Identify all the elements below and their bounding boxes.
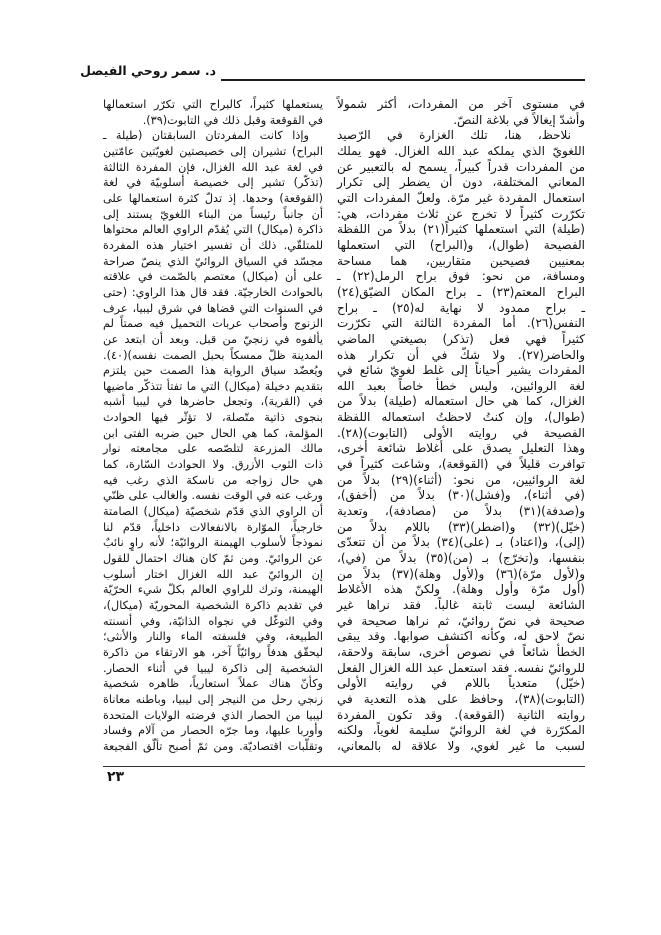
text-line: في (القرية)، وتجعل حاضرها في ليبيا أشبه: [103, 395, 323, 409]
text-line: (خيّل)(٣٢) و(اضطر)(٣٣) باللام بدلاً من: [337, 519, 585, 534]
text-line: (خيّل) متعدياً باللام في روايته الأولى: [337, 676, 585, 691]
text-line: الزنوج وأصحاب عربات التحميل فيه صمتاً لم: [103, 317, 323, 331]
footer-rule: [103, 766, 585, 767]
text-line: الطبيعة، وفي فلسفته الماء والنار والأنثى؛: [103, 630, 323, 644]
text-line: لغة الروائيين، وليس خطأ خاصاً بعبد الله: [337, 378, 585, 393]
text-line: يألفوه في زنجيّ من قبل. وبعد أن ابتعد عن: [103, 332, 323, 346]
text-line: المكرّرة في لغة الروائيّ سليمة لغوياً، ولكنه: [337, 723, 585, 738]
text-line: نلاحظ، هنا، تلك الغزارة في الرّصيد: [337, 128, 571, 143]
text-line: على أن (ميكال) معتصم بالصّمت في علاقته: [103, 270, 323, 284]
text-line: الغزال، كما هي حال استعماله (طيلة) بدلاً من: [337, 394, 585, 409]
text-line: (طوال)، وإن كنتُ لاحظتُ استعماله اللفظة: [337, 410, 585, 425]
text-line: ـ براح ممدود لا نهاية له(٢٥) ـ براح: [337, 300, 585, 315]
text-line: بمعنيين فصيحين متقاربين، هما مساحة: [337, 253, 585, 268]
text-line: أن جانباً رئيساً من البناء اللغويّ يستند إلى: [103, 207, 323, 221]
text-line: الفصيحة (طوال)، و(البراح) التي استعملها: [337, 237, 585, 252]
text-line: هي حال زواجه من ناسكة الذي رغب فيه: [103, 473, 323, 487]
text-line: خارجياً، الموّارة بالانفعالات داخلياً، قدّم لنا: [103, 520, 323, 534]
text-line: صحيحة في نصّ روائيّ، ثم نراها صحيحة في: [337, 613, 585, 628]
text-line: في لغة عبد الله الغزال، فإن المفردة الثالثة: [103, 160, 323, 174]
text-line: لسبب ما غير لغوي، ولا علاقة له بالمعاني،: [337, 738, 585, 753]
text-line: (التابوت)(٣٨)، وحافظ على هذه التعدية في: [337, 691, 585, 706]
text-line: استعمال المفردة غير مرّة. ولعلّ المفردات التي: [337, 190, 585, 205]
text-line: من المفردات قدراً كبيراً، يسمح له بالتعبير عن: [337, 159, 585, 174]
text-line: وتقلّبات اقتصاديّة. ومن ثمّ أصبح تألّق الفجيعة: [103, 739, 323, 753]
header-rule: [221, 79, 585, 81]
text-line: البراح) تشيران إلى خصيصتين لغويّتين عامّتين: [103, 144, 323, 158]
text-line: النفس(٢٦). أما المفردة الثالثة التي تكرّرت: [337, 316, 585, 331]
text-line: والحاضر(٢٧). ولا شكّ في أن تكرار هذه: [337, 347, 585, 362]
text-line: وهذا التعليل يصدق على أغلاط شائعة أخرى،: [337, 441, 585, 456]
left-column: [103, 97, 323, 755]
text-line: البراح المعتم(٢٣) ـ براح المكان الضيّق(٢٤): [337, 284, 585, 299]
text-line: و(لأول مرّة)(٣٦) و(لأول وهلة)(٣٧) بدلاً من: [337, 566, 585, 581]
text-line: وكأنّ هناك عملاً استعارياً، ظاهره شخصية: [103, 677, 323, 691]
text-line: الشخصية إلى ذاكرة ليبيا في أثناء الحصار.: [103, 661, 323, 675]
text-line: للمتلقّي. ذلك أن تفسير اختيار هذه المفردة: [103, 238, 323, 252]
text-line: إن الروائيّ عبد الله الغزال اختار أسلوب: [103, 567, 323, 581]
text-line: ليحقّق هدفاً روائيّاً آخر، هو الارتقاء من ذاكرة: [103, 645, 323, 659]
text-line: المفردات يشير أحياناً إلى غلط لغويّ شائع في: [337, 363, 585, 378]
text-line: (طيلة) التي استعملها كثيراً(٢١) بدلاً من اللفظة: [337, 222, 585, 237]
text-line: بالحوادث الخارجيّة. فقد قال هذا الراوي: (حتى: [103, 285, 323, 299]
text-line: في القوقعة وقبل ذلك في التابوت(٣٩).: [142, 113, 323, 127]
text-line: ومسافة، من نحو: فوق براح الرمل(٢٢) ـ: [337, 269, 586, 284]
text-line: ذات الثوب الأزرق. ولا الحوادث السّارة، كما: [103, 458, 323, 472]
text-line: مجسّد في السياق الروائيّ الذي ينصّ صراحة: [103, 254, 323, 268]
text-line: المدينة ظلّ ممسكاً بحبل الصمت نفسه)(٤٠).: [103, 348, 323, 362]
text-line: في مستوى آخر من المفردات، أكثر شمولاً: [337, 97, 585, 111]
text-line: مالك المزرعة لتلصّصه على مجامعته نوار: [103, 442, 323, 456]
text-line: ذاكرة (ميكال) التي يُقدّم الراوي العالم محتواها: [103, 223, 323, 237]
text-line: بنجوى ذاتية متّصلة، لا تؤثّر فيها الحوادث: [103, 411, 323, 425]
text-line: ويُعضّد سياق الرواية هذا الصمت حين يلتزم: [103, 364, 323, 378]
text-line: نصّ لاحق له، وكأنه اكتشف صوابها. وقد يبقى: [337, 629, 585, 644]
text-line: (تذكّر) تشير إلى خصيصة أسلوبيّة في لغة: [103, 176, 323, 190]
text-line: زنجي رحل من النيجر إلى ليبيا، وباطنه معاناة: [103, 692, 323, 706]
text-line: ورغب عنه في الوقت نفسه. والغالب على ظنّي: [103, 489, 323, 503]
text-line: ليبيا من الحصار الذي فرضته الولايات المتحدة: [103, 708, 323, 722]
text-line: كثيراً فهي فعل (تذكر) بصيغتي الماضي: [337, 331, 585, 346]
text-line: تكرّرت كثيراً لا تخرج عن ثلاث مفردات، هي:: [337, 206, 585, 221]
text-line: نموذجاً لأسلوب الهيمنة الروائيّة؛ لأنه راوٍ نائبٌ: [103, 536, 323, 550]
text-line: يستعملها كثيراً، كالبراح التي تكرّر استعمالها: [103, 98, 323, 111]
text-line: الشائعة ليست ثابتة غالباً. فقد نراها غير: [337, 598, 585, 612]
text-line: المعاني المختلفة، دون أن يضطر إلى تكرار: [337, 175, 585, 190]
running-header-author: د. سمر روحي الفيصل: [80, 63, 216, 78]
text-line: (أول مرّة وأول وهلة). ولكنّ هذه الأغلاط: [337, 582, 585, 597]
text-line: وفي التوغّل في نجواه الذاتيّة، وفي أنسنته: [103, 614, 323, 628]
text-line: وأشدّ إيغالاً في بلاغة النصّ.: [453, 112, 585, 127]
text-line: أن الراوي الذي قدّم شخصيّة (ميكال) الصامتة: [103, 505, 323, 519]
text-line: (القوقعة) وحدها. إذ تدلّ كثرة استعمالها على: [103, 191, 323, 205]
text-line: وإذا كانت المفردتان السابقتان (طيلة ـ: [103, 129, 309, 143]
text-line: الهيمنة، وترك للراوي العالم بكلّ شيء الحرّيّة: [103, 583, 323, 597]
right-column: [337, 97, 585, 755]
text-line: روايته الثانية (القوقعة). وقد تكون المفردة: [337, 707, 585, 722]
text-line: الفصيحة في روايته الأولى (التابوت)(٢٨).: [337, 425, 585, 440]
text-line: (إلى)، و(اعتاد) بـ (على)(٣٤) بدلاً من أن تتعدّى: [337, 535, 586, 550]
text-line: في تقديم ذاكرة الشخصية المحوريّة (ميكال)،: [103, 599, 323, 612]
text-line: وأوربا عليها، وما جرّه الحصار من آلام وفساد: [103, 724, 323, 738]
text-line: اللغويّ الذي يملكه عبد الله الغزال. فهو يملك: [337, 143, 585, 158]
text-line: توافرت قليلاً في (القوقعة)، وشاعت كثيراً في: [337, 457, 585, 472]
text-line: لغة الروائيين، من نحو: (أثناء)(٢٩) بدلاً من: [337, 472, 585, 487]
text-line: في السنوات التي قضاها في شرق ليبيا، عرف: [103, 301, 323, 315]
text-line: و(صدفة)(٣١) بدلاً من (مصادفة)، وتعدية: [337, 504, 585, 519]
page-number: ٢٣: [107, 769, 125, 785]
text-line: بنفسها، و(تخرّج) بـ (من)(٣٥) بدلاً من (في)،: [337, 551, 585, 566]
text-line: المؤلمة، كما هي الحال حين ضربه الفتى ابن: [103, 426, 323, 440]
text-line: عن الروائيّ. ومن ثمّ كان هناك احتمال للقول: [103, 552, 323, 566]
text-line: (في أثناء)، و(فشل)(٣٠) بدلاً من (أخفق)،: [337, 488, 585, 503]
text-line: بتقديم دخيلة (ميكال) التي ما تفتأ تتذكّر ماضيها: [103, 379, 323, 393]
text-line: الخطأ شائعاً في نصوص أخرى، سابقة ولاحقة،: [337, 644, 585, 659]
text-line: للروائيّ نفسه. فقد استعمل عبد الله الغزال الفعل: [337, 660, 585, 675]
